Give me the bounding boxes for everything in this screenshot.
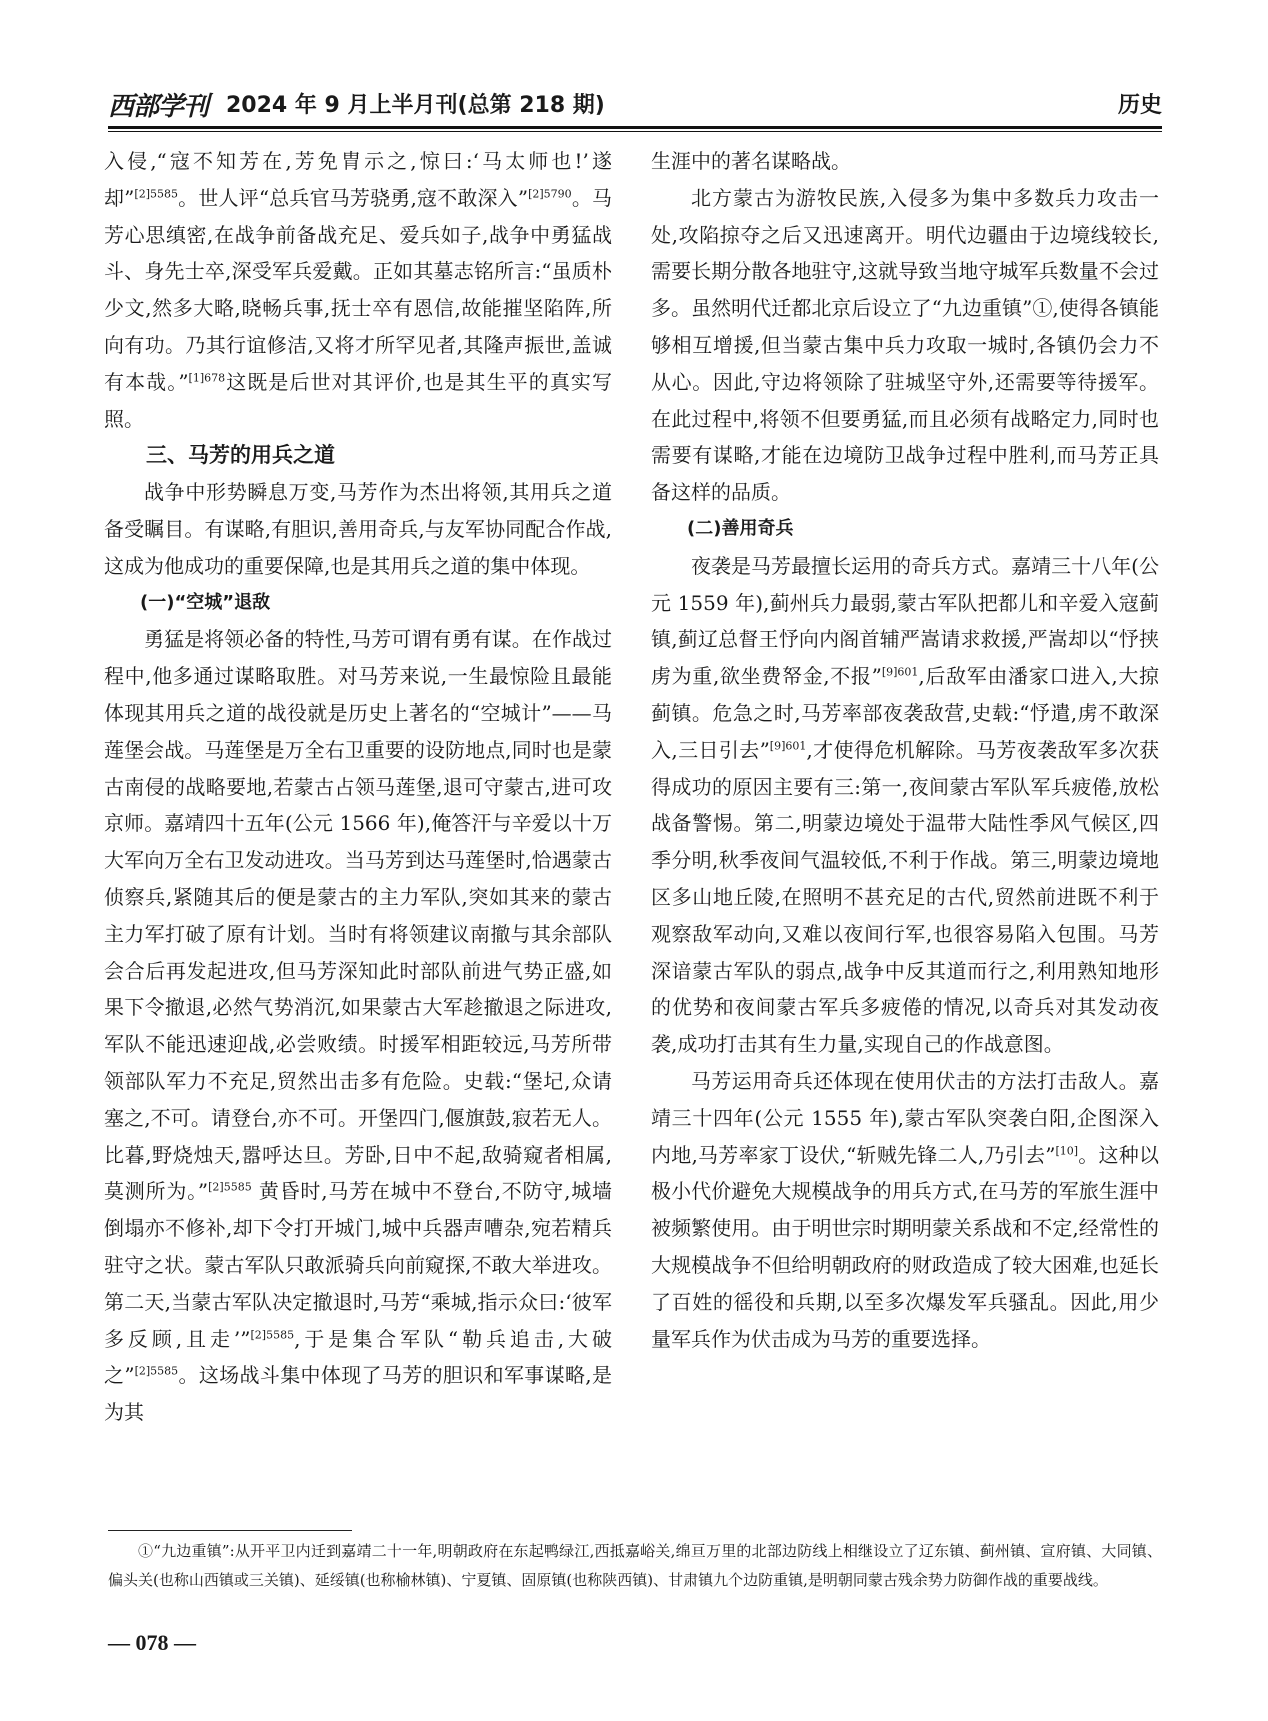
page-header xyxy=(108,84,1162,124)
paragraph: 夜袭是马芳最擅长运用的奇兵方式。嘉靖三十八年(公元 1559 年),蓟州兵力最弱,蒙古军队把都儿和辛爱入寇蓟镇,蓟辽总督王忬向内阁首辅严嵩请求救援,严嵩却以“忬挟虏为重,欲坐费帑金,不报”$^{[9]601}$,后敌军由潘家口进入,大掠蓟镇。危急之时,马芳率部夜袭敌营,史载:“忬遣,虏不敢深入,三日引去”$^{[9]601}$,才使得危机解除。马芳夜袭敌军多次获得成功的原因主要有三:第一,夜间蒙古军队军兵疲倦,放松战备警惕。第二,明蒙边境处于温带大陆性季风气候区,四季分明,秋季夜间气温较低,不利于作战。第三,明蒙边境地区多山地丘陵,在照明不甚充足的古代,贸然前进既不利于观察敌军动向,又难以夜间行军,也很容易陷入包围。马芳深谙蒙古军队的弱点,战争中反其道而行之,利用熟知地形的优势和夜间蒙古军兵多疲倦的情况,以奇兵对其发动夜袭,成功打击其有生力量,实现自己的作战意图。 xyxy=(651,553,1159,1057)
citation: [9]601 xyxy=(769,739,807,753)
citation: [1]678 xyxy=(188,371,226,385)
citation: [9]601 xyxy=(881,665,919,679)
paragraph: 北方蒙古为游牧民族,入侵多为集中多数兵力攻击一处,攻陷掠夺之后又迅速离开。明代边疆由于边境线较长,需要长期分散各地驻守,这就导致当地守城军兵数量不会过多。虽然明代迁都北京后设立了“九边重镇”①,使得各镇能够相互增援,但当蒙古集中兵力攻取一城时,各镇仍会力不从心。因此,守边将领除了驻城坚守外,还需要等待援军。在此过程中,将领不但要勇猛,而且必须有战略定力,同时也需要有谋略,才能在边境防卫战争过程中胜利,而马芳正具备这样的品质。 xyxy=(651,185,1159,505)
paragraph: 马芳运用奇兵还体现在使用伏击的方法打击敌人。嘉靖三十四年(公元 1555 年),蒙古军队突袭白阳,企图深入内地,马芳率家丁设伏,“斩贼先锋二人,乃引去”[10]。这种以极小代价避免大规模战争的用兵方式,在马芳的军旅生涯中被频繁使用。由于明世宗时期明蒙关系战和不定,经常性的大规模战争不但给明朝政府的财政造成了较大困难,也延长了百姓的徭役和兵期,以至多次爆发军兵骚乱。因此,用少量军兵作为伏击成为马芳的重要选择。 xyxy=(651,1068,1159,1351)
footnote: ①“九边重镇”:从开平卫内迁到嘉靖二十一年,明朝政府在东起鸭绿江,西抵嘉峪关,绵亘万里的北部边防线上相继设立了辽东镇、蓟州镇、宣府镇、大同镇、偏头关(也称山西镇或三关镇)、延绥镇(也称榆林镇)、宁夏镇、固原镇(也称陕西镇)、甘肃镇九个边防重镇,是明朝同蒙古残余势力防御作战的重要战线。 xyxy=(108,1542,1162,1589)
citation: [2]5585 xyxy=(250,1327,295,1341)
right-column xyxy=(651,143,1159,1521)
paragraph: 战争中形势瞬息万变,马芳作为杰出将领,其用兵之道备受瞩目。有谋略,有胆识,善用奇兵,与友军协同配合作战,这成为他成功的重要保障,也是其用兵之道的集中体现。 xyxy=(104,480,612,578)
citation: [2]5585 xyxy=(134,187,178,201)
paragraph: 勇猛是将领必备的特性,马芳可谓有勇有谋。在作战过程中,他多通过谋略取胜。对马芳来说,一生最惊险且最能体现其用兵之道的战役就是历史上著名的“空城计”——马莲堡会战。马莲堡是万全右卫重要的设防地点,同时也是蒙古南侵的战略要地,若蒙古占领马莲堡,退可守蒙古,进可攻京师。嘉靖四十五年(公元 1566 年),俺答汗与辛爱以十万大军向万全右卫发动进攻。当马芳到达马莲堡时,恰遇蒙古侦察兵,紧随其后的便是蒙古的主力军队,突如其来的蒙古主力军打破了原有计划。当时有将领建议南撤与其余部队会合后再发起进攻,但马芳深知此时部队前进气势正盛,如果下令撤退,必然气势消沉,如果蒙古大军趁撤退之际进攻,军队不能迅速迎战,必尝败绩。时援军相距较远,马芳所带领部队军力不充足,贸然出击多有危险。史载:“堡圮,众请塞之,不可。请登台,亦不可。开堡四门,偃旗鼓,寂若无人。比暮,野烧烛天,嚣呼达旦。芳卧,日中不起,敌骑窥者相属,莫测所为。”$^{[2]5585}$ 黄昏时,马芳在城中不登台,不防守,城墙倒塌亦不修补,却下令打开城门,城中兵器声嘈杂,宛若精兵驻守之状。蒙古军队只敢派骑兵向前窥探,不敢大举进攻。第二天,当蒙古军队决定撤退时,马芳“乘城,指示众曰:‘彼军多反顾,且走’”$^{[2]5585}$,于是集合军队“勒兵追击,大破之”$^{[2]5585}$。这场战斗集中体现了马芳的胆识和军事谋略,是为其 xyxy=(104,627,612,1425)
paragraph: 生涯中的著名谋略战。 xyxy=(651,149,851,173)
section-name: 历史 xyxy=(1117,93,1162,118)
subsection-heading: (一)“空城”退敌 xyxy=(140,591,271,613)
header-rule-thick xyxy=(108,126,1162,129)
subsection-heading: (二)善用奇兵 xyxy=(687,517,794,539)
citation: [10] xyxy=(1055,1143,1079,1157)
journal-logo: 西部学刊 xyxy=(108,92,209,122)
page-number: — 078 — xyxy=(108,1630,196,1655)
citation: [2]5585 xyxy=(134,1364,179,1378)
issue-info: 2024 年 9 月上半月刊(总第 218 期) xyxy=(226,93,605,118)
header-rule-thin xyxy=(108,131,1162,132)
citation: [2]5585 xyxy=(208,1180,252,1194)
footnote-rule xyxy=(108,1530,352,1531)
left-column xyxy=(104,143,612,1521)
section-heading: 三、马芳的用兵之道 xyxy=(146,443,335,468)
paragraph: 入侵,“寇不知芳在,芳免胄示之,惊曰:‘马太师也!’遂却”$^{[2]5585}$。世人评“总兵官马芳骁勇,寇不敢深入”$^{[2]5790}$。马芳心思缜密,在战争前备战充足、爱兵如子,战争中勇猛战斗、身先士卒,深受军兵爱戴。正如其墓志铭所言:“虽质朴少文,然多大略,晓畅兵事,抚士卒有恩信,故能摧坚陷阵,所向有功。乃其行谊修洁,又将才所罕见者,其隆声振世,盖诚有本哉。”$^{[1]678}$这既是后世对其评价,也是其生平的真实写照。 xyxy=(104,149,612,431)
citation: [2]5790 xyxy=(528,187,572,201)
